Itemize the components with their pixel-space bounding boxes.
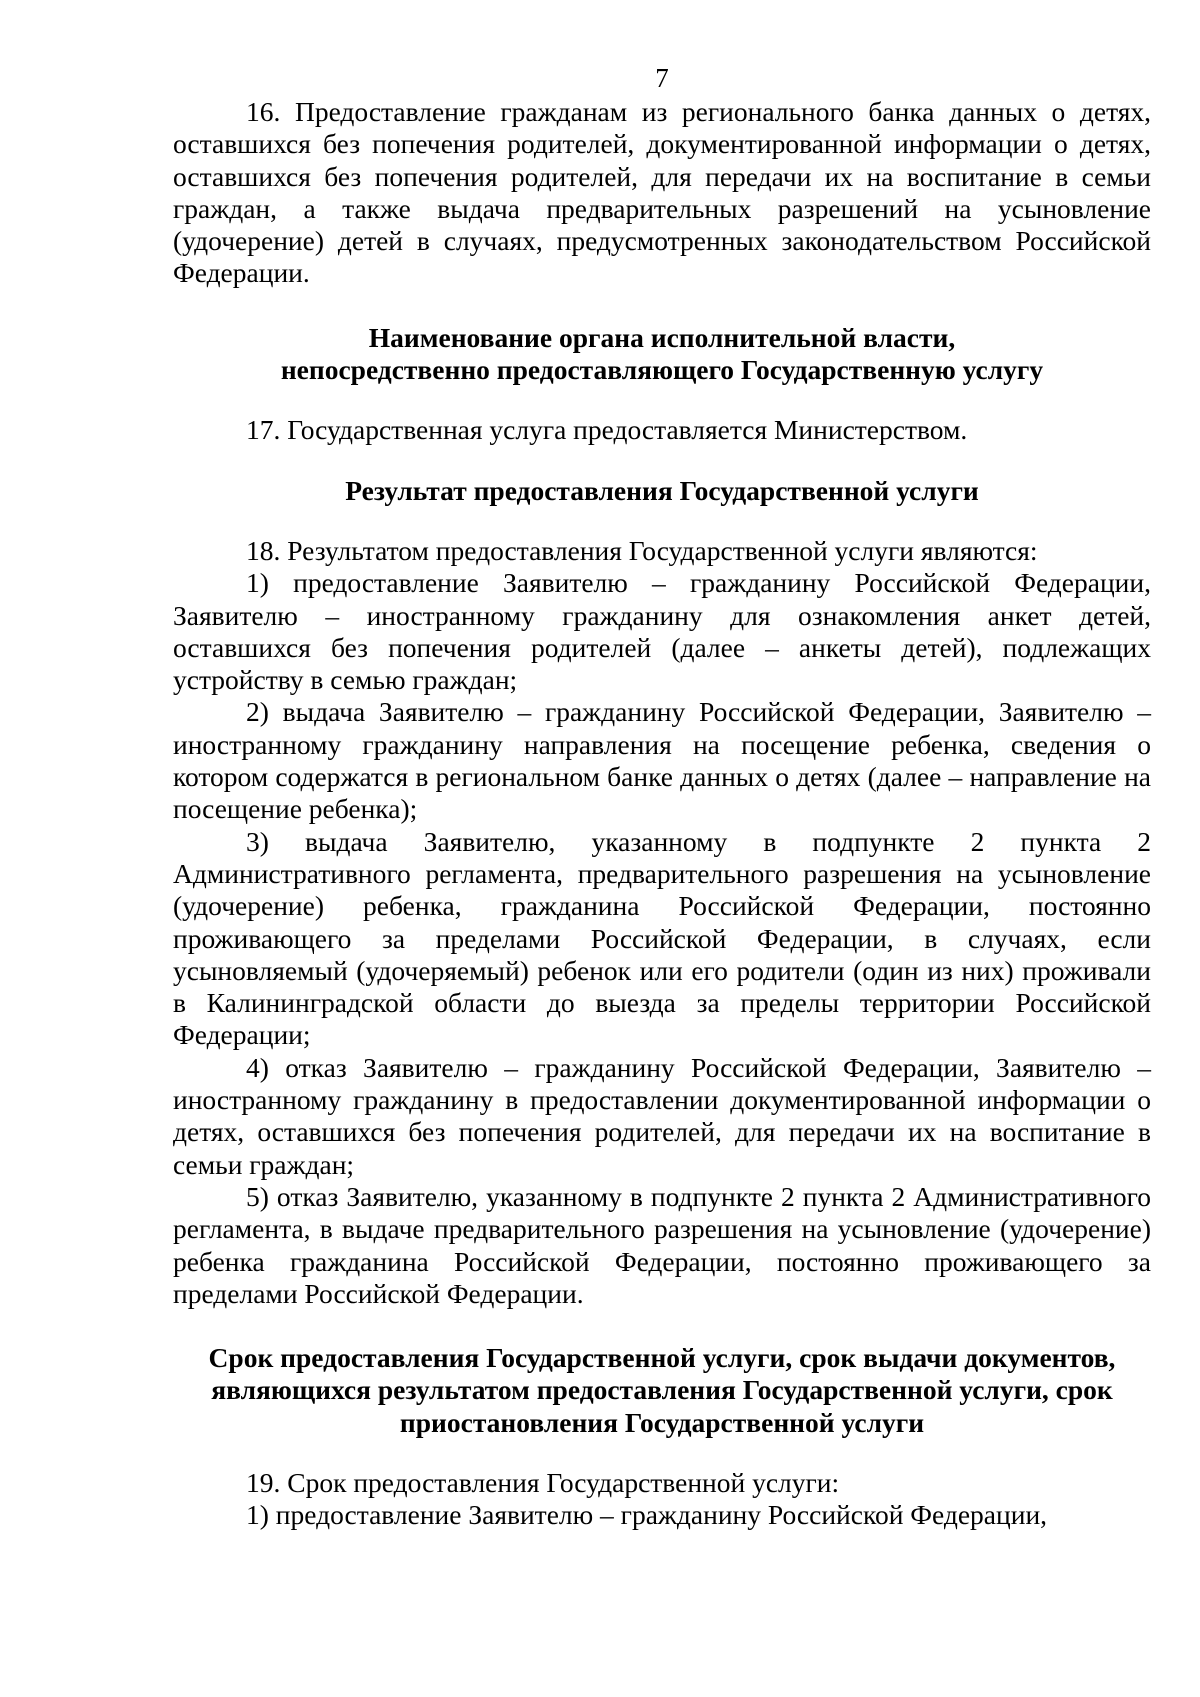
paragraph-18-item-4: 4) отказ Заявителю – гражданину Российской Федерации, Заявителю – иностранному гражданину в предоставлении документированной информации о детях, оставшихся без попечения родителей, для передачи их на воспитание в семьи граждан; — [173, 1051, 1151, 1180]
paragraph-18-item-3: 3) выдача Заявителю, указанному в подпункте 2 пункта 2 Административного регламента, предварительного разрешения на усыновление (удочерение) ребенка, гражданина Российской Федерации, постоянно проживающего за пределами Российской Федерации, в случаях, если усыновляемый (удочеряемый) ребенок или его родители (один из них) проживали в Калининградской области до выезда за пределы территории Российской Федерации; — [173, 825, 1151, 1051]
heading-term-line-2: являющихся результатом предоставления Государственной услуги, срок — [211, 1374, 1113, 1406]
paragraph-16: 16. Предоставление гражданам из регионального банка данных о детях, оставшихся без попечения родителей, документированной информации о детях, оставшихся без попечения родителей, для передачи их на воспитание в семьи граждан, а также выдача предварительных разрешений на усыновление (удочерение) детей в случаях, предусмотренных законодательством Российской Федерации. — [173, 96, 1151, 289]
page-number: 7 — [655, 63, 669, 93]
paragraph-18-item-2: 2) выдача Заявителю – гражданину Российской Федерации, Заявителю – иностранному гражданину направления на посещение ребенка, сведения о котором содержатся в региональном банке данных о детях (далее – направление на посещение ребенка); — [173, 696, 1151, 825]
paragraph-17: 17. Государственная услуга предоставляется Министерством. — [246, 414, 968, 446]
heading-organ-line-1: Наименование органа исполнительной власти, — [368, 321, 956, 353]
heading-result: Результат предоставления Государственной услуги — [345, 474, 979, 506]
heading-organ-line-2: непосредственно предоставляющего Государственную услугу — [280, 354, 1044, 386]
heading-term — [173, 1342, 1151, 1439]
paragraph-18: 18. Результатом предоставления Государственной услуги являются: — [246, 534, 1038, 566]
document-page — [173, 62, 1151, 1532]
paragraph-19-item-1: 1) предоставление Заявителю – гражданину Российской Федерации, — [246, 1499, 1048, 1531]
paragraph-19: 19. Срок предоставления Государственной услуги: — [246, 1466, 840, 1498]
heading-term-line-3: приостановления Государственной услуги — [399, 1406, 925, 1438]
heading-term-line-1: Срок предоставления Государственной услуги, срок выдачи документов, — [208, 1342, 1116, 1374]
paragraph-18-item-1: 1) предоставление Заявителю – гражданину Российской Федерации, Заявителю – иностранному гражданину для ознакомления анкет детей, оставшихся без попечения родителей (далее – анкеты детей), подлежащих устройству в семью граждан; — [173, 567, 1151, 696]
paragraph-18-item-5: 5) отказ Заявителю, указанному в подпункте 2 пункта 2 Административного регламента, в выдаче предварительного разрешения на усыновление (удочерение) ребенка гражданина Российской Федерации, постоянно проживающего за пределами Российской Федерации. — [173, 1180, 1151, 1309]
heading-organ — [173, 322, 1151, 387]
